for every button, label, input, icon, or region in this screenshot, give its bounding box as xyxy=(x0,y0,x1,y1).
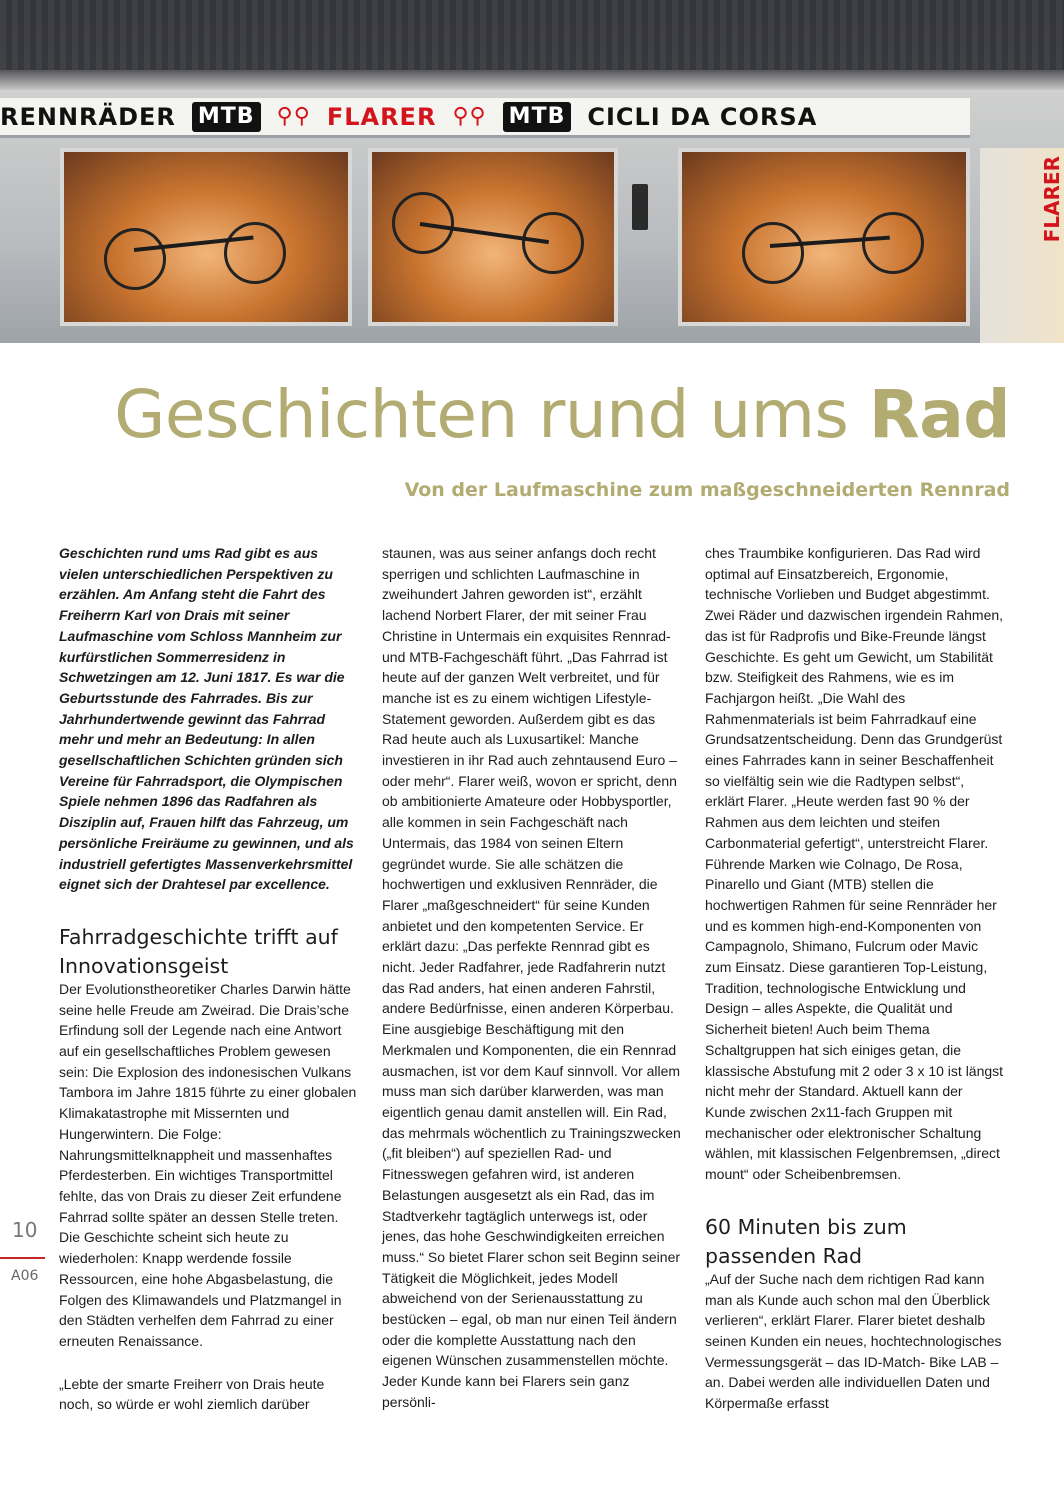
lead-paragraph: Geschichten rund ums Rad gibt es aus vielen unterschiedlichen Perspektiven zu erzählen. Am Anfang steht die Fahrt des Freiherrn Karl von Drais mit seiner Laufmaschine vom Schloss Mannheim zur kurfürstlichen Sommerresidenz in Schwetzingen am 12. Juni 1817. Es war die Geburtsstunde des Fahrrades. Bis zur Jahrhundertwende gewinnt das Fahrrad mehr und mehr an Bedeutung: In allen gesellschaftlichen Schichten gründen sich Vereine für Fahrradsport, die Olympischen Spiele nehmen 1896 das Radfahren als Disziplin auf, Frauen hilft das Fahrzeug, um persönliche Freiräume zu gewinnen, und als industriell gefertigtes Massenverkehrsmittel eignet sich der Drahtesel par excellence. xyxy=(59,545,354,893)
title-light: Geschichten rund ums xyxy=(114,376,869,453)
roof-edge xyxy=(0,70,1064,90)
sign-word-cicli: CICLI DA CORSA xyxy=(587,102,818,131)
bike-wheel-icon xyxy=(522,212,584,274)
column-2 xyxy=(382,543,682,1413)
column-3 xyxy=(705,543,1005,1414)
bike-logo-icon: ⚲⚲ xyxy=(452,104,487,129)
section-heading: 60 Minuten bis zum passenden Rad xyxy=(705,1214,907,1268)
bike-wheel-icon xyxy=(224,222,286,284)
hero-photo xyxy=(0,0,1064,343)
sign-word-rennraeder: RENNRÄDER xyxy=(0,102,176,131)
article-subtitle: Von der Laufmaschine zum maßgeschneiderten Rennrad xyxy=(404,479,1010,501)
roof xyxy=(0,0,1064,75)
page-number: 10 xyxy=(12,1218,38,1242)
bike-logo-icon: ⚲⚲ xyxy=(276,104,311,129)
shop-window-right xyxy=(678,148,970,326)
wall-switch xyxy=(632,184,648,230)
body-paragraph: „Lebte der smarte Freiherr von Drais heute noch, so würde er wohl ziemlich darüber xyxy=(59,1375,325,1413)
shop-sign xyxy=(0,98,970,138)
body-paragraph: Der Evolutionstheoretiker Charles Darwin hätte seine helle Freude am Zweirad. Die Drais’sche Erfindung soll der Legende nach eine Antwort auf ein gesellschaftliches Problem gewesen sein: Die Explosion des indonesischen Vulkans Tambora im Jahre 1815 führte zu einer globalen Klimakatastrophe mit Missernten und Hungerwintern. Die Folge: Nahrungsmittelknappheit und massenhaftes Pferdesterben. Ein wichtiges Transportmittel fehlte, das von Drais zu dieser Zeit erfundene Fahrrad sollte später an dessen Stelle treten. Die Geschichte scheint sich heute zu wiederholen: Knapp werdende fossile Ressourcen, eine hohe Abgasbelastung, die Folgen des Klimawandels und Platzmangel in den Städten verhelfen dem Fahrrad zu einer erneuten Renaissance. xyxy=(59,980,357,1349)
bike-wheel-icon xyxy=(862,212,924,274)
section-heading: Fahrradgeschichte trifft auf Innovationsgeist xyxy=(59,924,338,978)
bike-wheel-icon xyxy=(742,222,804,284)
body-paragraph: staunen, was aus seiner anfangs doch recht sperrigen und schlichten Laufmaschine in zweihundert Jahren geworden ist“, erzählt lachend Norbert Flarer, der mit seiner Frau Christine in Untermais ein exquisites Rennrad- und MTB-Fachgeschäft führt. „Das Fahrrad ist heute auf der ganzen Welt verbreitet, und für manche ist es zu einem wichtigen Lifestyle-Statement geworden. Außerdem gibt es das Rad heute auch als Luxusartikel: Manche investieren in ihr Rad auch zehntausend Euro – oder mehr“. Flarer weiß, wovon er spricht, denn ob ambitionierte Amateure oder Hobbysportler, alle kommen in sein Fachgeschäft nach Untermais, das 1984 von seinen Eltern gegründet wurde. Sie alle schätzen die hochwertigen und exklusiven Rennräder, die Flarer „maßgeschneidert“ für seine Kunden anbietet und den kompetenten Service. Er erklärt dazu: „Das perfekte Rennrad gibt es nicht. Jeder Radfahrer, jede Radfahrerin nutzt das Rad anders, hat einen anderen Fahrstil, andere Bedürfnisse, einen anderen Körperbau. Eine ausgiebige Beschäftigung mit den Merkmalen und Komponenten, die ein Rennrad ausmachen, ist vor dem Kauf sinnvoll. Vor allem muss man sich darüber klarwerden, was man eigentlich genau damit anstellen will. Ein Rad, das mehrmals wöchentlich zu Trainingszwecken („fit bleiben“) auf speziellen Rad- und Fitnesswegen gefahren wird, ist anderen Belastungen ausgesetzt als ein Rad, das im Stadtverkehr tagtäglich unterwegs ist, oder jenes, das hohe Geschwindigkeiten erreichen muss.“ So bietet Flarer schon seit Beginn seiner Tätigkeit die Möglichkeit, jedes Modell abweichend von der Serienausstattung zu bestücken – egal, ob man nur einen Teil ändern oder die komplette Ausstattung nach den eigenen Wünschen zusammenstellen möchte. Jeder Kunde kann bei Flarers sein ganz persönli- xyxy=(382,545,681,1410)
sign-word-mtb-2: MTB xyxy=(503,102,572,132)
issue-code: A06 xyxy=(11,1268,39,1284)
article-title xyxy=(60,372,1010,458)
door-sign-flarer: FLARER xyxy=(1040,156,1064,243)
body-paragraph: ches Traumbike konfigurieren. Das Rad wird optimal auf Einsatzbereich, Ergonomie, technische Vorlieben und Budget abgestimmt. Zwei Räder und dazwischen irgendein Rahmen, das ist für Radprofis und Bike-Freunde längst Geschichte. Es geht um Gewicht, um Stabilität bzw. Steifigkeit des Rahmens, wie es im Fachjargon heißt. „Die Wahl des Rahmenmaterials ist beim Fahrradkauf eine Grundsatzentscheidung. Denn das Grundgerüst eines Fahrrades kann in seiner Beschaffenheit so vielfältig sein wie die Radtypen selbst“, erklärt Flarer. „Heute werden fast 90 % der Rahmen aus dem leichten und steifen Carbonmaterial gefertigt“, unterstreicht Flarer. Führende Marken wie Colnago, De Rosa, Pinarello und Giant (MTB) stellen die hochwertigen Rahmen für seine Rennräder her und es kommen high-end-Komponenten von Campagnolo, Shimano, Fulcrum oder Mavic zum Einsatz. Diese garantieren Top-Leistung, Tradition, technologische Entwicklung und Design – alles Aspekte, die Qualität und Sicherheit bieten! Auch beim Thema Schaltgruppen hat sich einiges getan, die klassische Abstufung mit 2 oder 3 x 10 ist längst nicht mehr der Standard. Aktuell kann der Kunde zwischen 2x11-fach Gruppen mit mechanischer oder elektronischer Schaltung wählen, mit klassischen Felgenbremsen, „direct mount“ oder Scheibenbremsen. xyxy=(705,545,1004,1183)
sign-word-mtb: MTB xyxy=(192,102,261,132)
bike-wheel-icon xyxy=(104,228,166,290)
body-paragraph: „Auf der Suche nach dem richtigen Rad kann man als Kunde auch schon mal den Überblick verlieren“, erklärt Flarer. Flarer bietet deshalb seinen Kunden ein neues, hochtechnologisches Vermessungsgerät – das ID-Match- Bike LAB – an. Dabei werden alle individuellen Daten und Körpermaße erfasst xyxy=(705,1270,1002,1412)
page-number-rule xyxy=(0,1257,45,1259)
shop-window-left xyxy=(60,148,352,326)
column-1 xyxy=(59,543,359,1415)
shop-window-center xyxy=(368,148,618,326)
shop-door xyxy=(980,148,1064,343)
title-bold: Rad xyxy=(868,376,1010,453)
sign-word-flarer: FLARER xyxy=(326,102,437,131)
